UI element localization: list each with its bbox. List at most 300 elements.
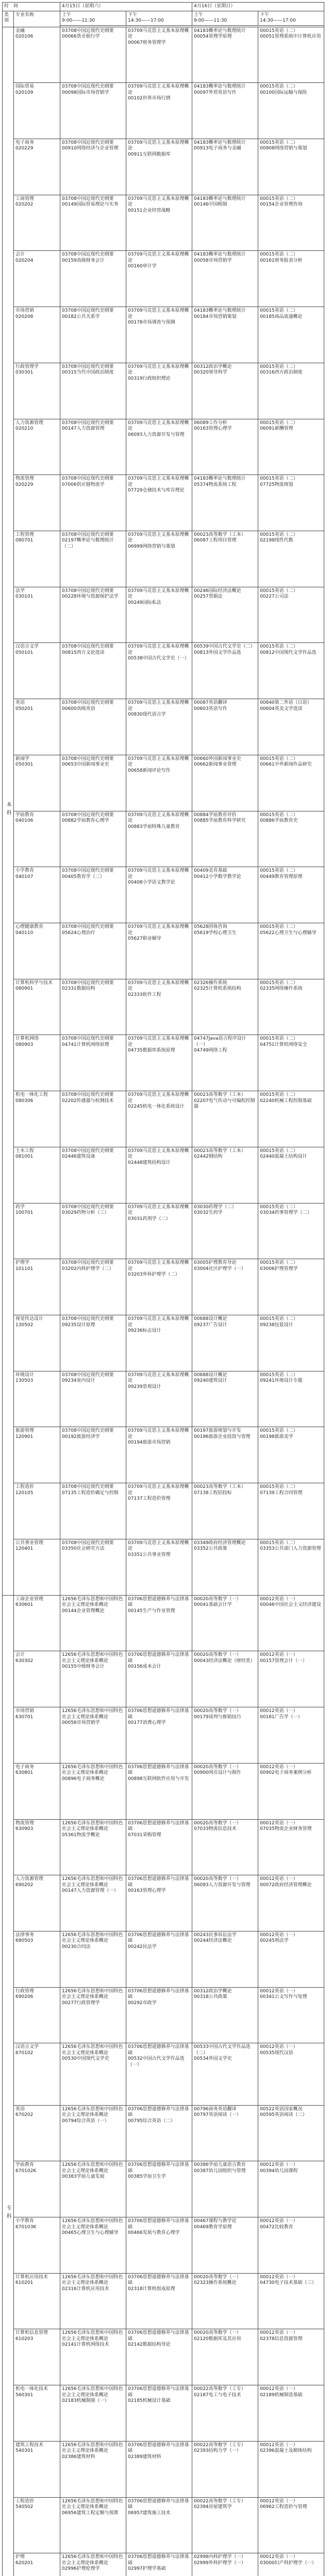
day2-am-cell [192, 867, 258, 923]
day2-pm-cell-line: 00522英语国家概况 [260, 2106, 303, 2112]
day1-pm-cell-line: 03706思想道德修养与法律基础 [128, 2162, 189, 2174]
day1-pm-cell [126, 1483, 192, 1539]
major-cell-line: 电子商务 [15, 140, 35, 145]
major-cell-line: 690206 [15, 1994, 34, 2000]
day2-pm-cell-line: 00394幼儿园课程 [260, 2168, 298, 2174]
day1-pm-cell [126, 1371, 192, 1427]
day2-pm-cell-line: 07139工程合同管理 [260, 1490, 303, 1496]
major-cell-line: 汉语言文学 [15, 2044, 39, 2050]
day2-pm-cell [258, 1091, 324, 1147]
day2-pm-cell [258, 2441, 324, 2497]
table-row [3, 2329, 324, 2385]
day1-pm-cell [126, 1595, 192, 1651]
table-row [3, 1035, 324, 1091]
day1-am-cell [60, 587, 126, 643]
major-cell-line: 视觉传达设计 [15, 1316, 44, 1322]
day1-am-cell [60, 83, 126, 139]
day2-am-cell-line: 02187电工与电子技术 [194, 2392, 241, 2398]
day2-am-cell-line: 00796商务英语翻译 [194, 2106, 237, 2112]
day2-pm-cell [258, 1819, 324, 1875]
day2-am-cell-line: 00318公共政策 [194, 1994, 227, 2000]
major-cell [14, 979, 60, 1035]
major-cell-line: 610203 [15, 2336, 34, 2342]
day2-am-cell-line: 00467课程与教学论 [194, 2218, 237, 2224]
day1-pm-cell-line: 09239景观设计 [128, 1384, 161, 1389]
day2-am-cell-line: 00688设计概论 [194, 1372, 227, 1378]
day1-pm-cell [126, 195, 192, 251]
day1-am-cell [60, 1371, 126, 1427]
day1-pm-cell-line: 03709马克思主义基本原理概论 [128, 476, 189, 487]
day2-am-cell [192, 2043, 258, 2105]
day2-am-cell-line: 00386学前儿童语言教育 [194, 2162, 246, 2168]
day2-pm-cell-line: 00015英语（二） [260, 812, 298, 818]
day2-am-cell-line: 00246国际经济法概论 [194, 588, 241, 594]
day1-pm-cell-line: 03709马克思主义基本原理概论 [128, 924, 189, 936]
day1-pm-cell-line: 00408小学语文教学论 [128, 880, 175, 886]
day1-am-cell-line: 00315当代中国政治制度 [62, 370, 114, 376]
day2-pm-cell-line: 00015英语（二） [260, 532, 298, 537]
day1-am-cell [60, 2043, 126, 2105]
day1-pm-cell-line: 03706思想道德修养与法律基础 [128, 1932, 189, 1944]
major-cell-line: 080901 [15, 986, 34, 992]
day1-pm-cell-line: 03709马克思主义基本原理概论 [128, 588, 189, 600]
day2-am-cell-line: 02999外科护理学（一） [194, 2560, 246, 2566]
day2-am-cell-line: 00163管理心理学 [194, 426, 232, 432]
day1-am-cell [60, 643, 126, 699]
day1-pm-cell-line: 03709马克思主义基本原理概论 [128, 1316, 189, 1328]
day2-am-cell-line: 00184市场营销策划 [194, 314, 237, 319]
day2-pm-cell-line: 00015英语（二） [260, 756, 298, 761]
day2-pm-cell-line: 00015英语（二） [260, 868, 298, 874]
day2-am-cell [192, 979, 258, 1035]
major-cell [14, 1707, 60, 1764]
day2-pm-cell [258, 1651, 324, 1707]
table-row [3, 643, 324, 699]
day2-pm-cell-line: 00015英语（二） [260, 588, 298, 594]
major-cell-line: 行政管理学 [15, 364, 39, 369]
day1-am-cell [60, 27, 126, 83]
day1-am-cell-line: 03708中国近现代史纲要 [62, 364, 114, 369]
table-row [3, 2161, 324, 2217]
day2-am-cell-line: 05628团体咨询 [194, 924, 227, 929]
day1-pm-cell [126, 2217, 192, 2274]
day1-pm-cell-line: 00156成本会计 [128, 1664, 161, 1670]
day2-am-cell-line: 00884学前教育评价 [194, 812, 237, 818]
day2-am-cell [192, 2273, 258, 2329]
day2-pm-cell [258, 2217, 324, 2274]
day1-pm-cell-line: 03706思想道德修养与法律基础 [128, 2044, 189, 2056]
day2-pm-cell-line: 05622心理卫生与心理辅导 [260, 930, 317, 936]
table-row [3, 1987, 324, 2043]
day2-am-cell-line: 00539中国古代文学史（二） [194, 644, 255, 650]
table-row [3, 307, 324, 363]
major-cell [14, 27, 60, 83]
major-cell-line: 国际贸易 [15, 84, 35, 90]
table-row [3, 2105, 324, 2161]
day1-am-cell-line: 00600高级英语 [62, 706, 95, 711]
day1-pm-cell-line: 00178市场调查与预测 [128, 320, 175, 326]
day2-pm-cell-line: 00012英语（一） [260, 1596, 298, 1602]
table-row [3, 2385, 324, 2442]
day1-pm-cell [126, 979, 192, 1035]
day2-pm-cell-line: 00449教育管理原理 [260, 874, 303, 879]
day1-am-cell-line: 03708中国近现代史纲要 [62, 644, 114, 650]
table-row [3, 1427, 324, 1483]
day1-pm-cell [126, 867, 192, 923]
day1-am-cell-line: 12656毛泽东思想和中国特色社会主义理论体系概论 [62, 2274, 123, 2286]
day1-am-cell-line: 03708中国近现代史纲要 [62, 1092, 114, 1098]
day2-pm-cell-line: 00012英语（一） [260, 1708, 298, 1714]
day2-am-cell-line: 02323操作系统概论 [194, 2280, 237, 2286]
day1-am-cell [60, 419, 126, 475]
major-cell-line: 630801 [15, 1770, 34, 1776]
day1-pm-cell-line: 00883学前特殊儿童教育 [128, 824, 180, 829]
day2-am-cell-line: 02207电气传动与可编程控制器 [194, 1098, 255, 1110]
day2-am-cell-line: 00020高等数学（一） [194, 1820, 241, 1826]
table-row [3, 1651, 324, 1707]
day1-pm-cell-line: 03709马克思主义基本原理概论 [128, 1372, 189, 1384]
day2-am-cell [192, 1091, 258, 1147]
day1-pm-cell-line: 03709马克思主义基本原理概论 [128, 812, 189, 824]
day2-am-cell-line: 02394房屋建筑学 [194, 2504, 232, 2510]
day1-pm-cell-line: 02185机械设计基础 [128, 2398, 171, 2404]
day1-am-cell-line: 03708中国近现代史纲要 [62, 756, 114, 761]
table-row [3, 1763, 324, 1819]
day2-am-cell-line: 00913电子商务与金融 [194, 146, 241, 151]
day1-am-cell [60, 1259, 126, 1315]
day2-pm-cell [258, 867, 324, 923]
day1-pm-cell-line: 03706思想道德修养与法律基础 [128, 2330, 189, 2342]
major-cell-line: 英语 [15, 2106, 25, 2112]
major-cell-line: 540502 [15, 2504, 34, 2510]
day2-am-cell-line: 04183概率论与数理统计 [194, 140, 246, 145]
day2-pm-cell-line: 00015英语（二） [260, 1484, 298, 1490]
day2-pm-cell-line: 00661中外新闻作品研究 [260, 762, 312, 768]
day2-am-cell [192, 1763, 258, 1819]
day2-am-cell-line: 00660外国新闻事业史 [194, 756, 241, 761]
exam-schedule-table [2, 2, 324, 2576]
day2-am-cell-line: 00054管理学原理 [194, 34, 232, 39]
day1-am-cell-line: 00098国际市场营销学 [62, 90, 109, 95]
major-cell [14, 2273, 60, 2329]
day1-pm-cell-line: 03706思想道德修养与法律基础 [128, 1708, 189, 1720]
major-cell-line: 020109 [15, 90, 34, 95]
day1-pm-cell [126, 2497, 192, 2553]
day2-pm-cell [258, 531, 324, 587]
day1-pm-cell-line: 03706思想道德修养与法律基础 [128, 1652, 189, 1664]
day2-am-cell [192, 1259, 258, 1315]
day2-am-cell [192, 1875, 258, 1931]
table-row [3, 1483, 324, 1539]
day2-pm-cell [258, 2329, 324, 2385]
day2-am-cell [192, 1035, 258, 1091]
table-row [3, 1595, 324, 1651]
major-cell-line: 汉语言文学 [15, 644, 39, 650]
major-cell-line: 610201 [15, 2280, 34, 2286]
day1-pm-cell-line: 00385学前卫生学 [128, 2174, 166, 2180]
day2-am-cell [192, 27, 258, 83]
day1-am-cell [60, 1651, 126, 1707]
day2-pm-cell-line: 00316西方政治制度 [260, 370, 303, 376]
session-label: 下午 14:30——17:00 [258, 11, 324, 25]
table-row [3, 419, 324, 475]
day1-pm-cell-line: 03706思想道德修养与法律基础 [128, 2274, 189, 2286]
day1-am-cell-line: 00192旅游经济学 [62, 1434, 100, 1439]
day1-pm-cell-line: 00538中国古代文学史（一） [128, 656, 189, 662]
major-cell-line: 建筑工程技术 [15, 2442, 44, 2448]
day1-am-cell-line: 12656毛泽东思想和中国特色社会主义理论体系概论 [62, 1708, 123, 1720]
major-cell [14, 531, 60, 587]
day1-am-cell [60, 979, 126, 1035]
day1-pm-cell-line: 03709马克思主义基本原理概论 [128, 364, 189, 376]
day1-am-cell [60, 1595, 126, 1651]
day1-pm-cell [126, 1875, 192, 1931]
major-cell [14, 475, 60, 531]
day1-pm-cell [126, 419, 192, 475]
day1-am-cell-line: 02386建筑材料 [62, 2454, 95, 2460]
major-cell [14, 2497, 60, 2553]
day1-am-cell-line: 12656毛泽东思想和中国特色社会主义理论体系概论 [62, 1596, 123, 1608]
major-cell [14, 643, 60, 699]
day2-am-cell-line: 05374物流系统工程 [194, 482, 237, 487]
day1-am-cell-line: 00815西方文论选读 [62, 650, 105, 655]
day2-pm-cell-line: 00012英语（一） [260, 2386, 298, 2392]
day1-pm-cell-line: 00532中国古代文学作品选（一） [128, 2056, 185, 2067]
day2-pm-cell [258, 2497, 324, 2553]
day1-pm-cell-line: 03709马克思主义基本原理概论 [128, 308, 189, 319]
day2-am-cell-line: 00533中国古代文学作品选（二） [194, 2044, 251, 2056]
day2-pm-cell-line: 00100国际运输与保险 [260, 90, 307, 95]
day2-am-cell-line: 00023高等数学（工本） [194, 532, 246, 537]
category-cell [3, 27, 14, 1595]
day2-am-cell-line: 03030药理学（二） [194, 1204, 237, 1210]
day2-am-cell [192, 699, 258, 755]
day2-am-cell [192, 643, 258, 699]
day1-am-cell-line: 12656毛泽东思想和中国特色社会主义理论体系概论 [62, 2330, 123, 2342]
day2-pm-cell [258, 27, 324, 83]
day1-am-cell-line: 00066货币银行学 [62, 34, 100, 39]
day2-pm-cell-line: 03000妇产科护理学（一） [260, 2560, 317, 2566]
day1-pm-cell-line: 03031药剂学（二） [128, 1216, 171, 1222]
day2-pm-cell-line: 00015英语（二） [260, 924, 298, 929]
day2-pm-cell [258, 195, 324, 251]
day2-label: 4月16日（星期日） [192, 3, 324, 11]
day1-pm-cell-line: 02448建筑结构设计 [128, 1160, 171, 1165]
major-cell [14, 1147, 60, 1203]
day1-pm-cell-line: 07729仓储技术与库存理论 [128, 488, 185, 494]
day2-pm-cell [258, 1427, 324, 1483]
day2-am-cell [192, 2161, 258, 2217]
day1-am-cell [60, 699, 126, 755]
day2-pm-cell-line: 00472比较教育 [260, 2224, 293, 2230]
day1-pm-cell [126, 2553, 192, 2576]
day2-am-cell-line: 00885学前教育科学研究 [194, 818, 246, 824]
day1-am-cell [60, 2329, 126, 2385]
table-row [3, 2553, 324, 2576]
day2-pm-cell-line: 04730电子技术基础（三） [260, 2280, 317, 2286]
major-cell-line: 金融 [15, 28, 25, 33]
day2-am-cell-line: 00662新闻事业管理 [194, 762, 237, 768]
table-row [3, 363, 324, 419]
day1-pm-cell [126, 1091, 192, 1147]
day1-am-cell [60, 2497, 126, 2553]
major-cell-line: 040110 [15, 930, 34, 936]
day2-pm-cell [258, 1483, 324, 1539]
day1-am-cell [60, 1763, 126, 1819]
day1-am-cell-line: 12656毛泽东思想和中国特色社会主义理论体系概论 [62, 1988, 123, 2000]
major-cell [14, 1371, 60, 1427]
day1-am-cell-line: 03708中国近现代史纲要 [62, 308, 114, 314]
major-cell-line: 100701 [15, 1210, 34, 1216]
day2-am-cell-line: 00312政治学概论 [194, 1988, 232, 1994]
day2-pm-cell-line: 00015英语（二） [260, 1316, 298, 1322]
day2-pm-cell [258, 2043, 324, 2105]
day2-pm-cell-line: 00072政府经济管理概论 [260, 1882, 312, 1888]
day2-am-cell-line: 02442钢结构 [194, 1154, 223, 1160]
day1-pm-cell-line: 03709马克思主义基本原理概论 [128, 1204, 189, 1216]
day1-pm-cell [126, 923, 192, 979]
day2-am-cell [192, 83, 258, 139]
day1-pm-cell-line: 00292市政学 [128, 2000, 157, 2006]
table-row [3, 475, 324, 531]
major-cell [14, 363, 60, 419]
day2-am-cell [192, 2553, 258, 2576]
major-cell-line: 工程造价 [15, 2498, 35, 2504]
day2-am-cell [192, 923, 258, 979]
day1-pm-cell-line: 03709马克思主义基本原理概论 [128, 28, 189, 39]
day2-pm-cell [258, 923, 324, 979]
day2-pm-cell [258, 1371, 324, 1427]
day1-pm-cell-line: 00795综合英语（二） [128, 2118, 175, 2124]
day1-pm-cell [126, 1763, 192, 1819]
day2-pm-cell [258, 2273, 324, 2329]
day1-pm-cell [126, 83, 192, 139]
major-cell-line: 120901 [15, 1434, 34, 1439]
table-row [3, 2441, 324, 2497]
day2-pm-cell [258, 1931, 324, 1987]
day1-pm-cell-line: 06093人力资源开发与管理 [128, 432, 185, 437]
day1-pm-cell-line: 03351公共事业管理 [128, 1552, 171, 1557]
day2-pm-cell-line: 00015英语（二） [260, 1204, 298, 1210]
day2-pm-cell-line: 00012英语（一） [260, 2274, 298, 2280]
day1-pm-cell-line: 03706思想道德修养与法律基础 [128, 2442, 189, 2454]
day1-pm-cell-line: 03709马克思主义基本原理概论 [128, 756, 189, 768]
major-cell-line: 旅游管理 [15, 1428, 35, 1434]
day2-pm-cell [258, 83, 324, 139]
major-cell [14, 1203, 60, 1259]
major-cell-line: 计算机网络 [15, 1036, 39, 1042]
day1-pm-cell-line: 03709马克思主义基本原理概论 [128, 700, 189, 711]
major-cell-line: 620201 [15, 2560, 34, 2566]
day1-pm-cell [126, 1147, 192, 1203]
day2-pm-cell [258, 755, 324, 811]
day1-am-cell-line: 02183机械制图（一） [62, 2398, 109, 2404]
day1-am-cell-line: 03708中国近现代史纲要 [62, 980, 114, 986]
table-row [3, 811, 324, 867]
day1-pm-cell-line: 03709马克思主义基本原理概论 [128, 644, 189, 655]
day1-pm-cell-line: 03709马克思主义基本原理概论 [128, 868, 189, 879]
day2-pm-cell-line: 00015英语（二） [260, 1092, 298, 1098]
day1-am-cell-line: 03708中国近现代史纲要 [62, 1316, 114, 1322]
day2-am-cell-line: 00087英语翻译 [194, 700, 227, 706]
major-cell-line: 130503 [15, 1378, 34, 1384]
day2-pm-cell-line: 00012英语（一） [260, 1820, 298, 1826]
day2-pm-cell [258, 363, 324, 419]
day2-pm-cell [258, 307, 324, 363]
day1-pm-cell-line: 00177消费心理学 [128, 1720, 166, 1726]
day1-am-cell [60, 1203, 126, 1259]
day1-pm-cell-line: 07137工程造价管理 [128, 1496, 171, 1502]
day2-am-cell-line: 06089工作分析 [194, 420, 227, 426]
category-cell [3, 1595, 14, 2576]
major-cell-line: 法学 [15, 588, 25, 594]
major-cell-line: 护理学 [15, 1260, 30, 1266]
day2-am-cell-line: 00900网页设计与制作 [194, 1770, 241, 1776]
day1-am-cell-line: 03708中国近现代史纲要 [62, 1204, 114, 1210]
day2-am-cell-line: 04749网络工程 [194, 1048, 227, 1054]
day1-am-cell-line: 02331数据结构 [62, 986, 95, 992]
day2-am-cell-line: 00146中国税制 [194, 202, 227, 208]
day2-am-cell [192, 2329, 258, 2385]
day2-am-cell-line: 00243民事诉讼法学 [194, 1932, 237, 1938]
major-cell [14, 923, 60, 979]
day1-am-cell-line: 03350社会研究方法 [62, 1546, 105, 1552]
day1-am-cell-line: 07006供应链物流学 [62, 482, 105, 487]
major-cell [14, 1987, 60, 2043]
day1-pm-cell-line: 09236标志设计 [128, 1328, 161, 1334]
table-row [3, 1147, 324, 1203]
day2-am-cell-line: 00020高等数学（一） [194, 1764, 241, 1770]
day1-am-cell-line: 03708中国近现代史纲要 [62, 1484, 114, 1490]
day2-pm-cell [258, 1315, 324, 1371]
day1-am-cell-line: 00228环境与资源保护法学 [62, 594, 119, 600]
day1-pm-cell [126, 2385, 192, 2442]
day2-pm-cell-line: 00012英语（一） [260, 1988, 298, 1994]
day1-pm-cell-line: 00160审计学 [128, 264, 157, 269]
day1-am-cell-line: 03708中国近现代史纲要 [62, 420, 114, 426]
day2-am-cell-line: 04183概率论与数理统计 [194, 476, 246, 482]
day2-am-cell [192, 2497, 258, 2553]
day2-pm-cell-line: 03353公共部门人力资源管理 [260, 1546, 321, 1552]
major-cell [14, 587, 60, 643]
day1-pm-cell-line: 03709马克思主义基本原理概论 [128, 1092, 189, 1104]
day1-am-cell [60, 1427, 126, 1483]
day1-am-cell-line: 02446建筑设备 [62, 1154, 95, 1160]
table-row [3, 1259, 324, 1315]
day2-pm-cell-line: 00604英美文学选读 [260, 706, 303, 711]
day2-am-cell-line: 03032生药学 [194, 1210, 223, 1216]
major-cell-line: 080701 [15, 538, 34, 544]
day2-pm-cell-line: 00181广告学（一） [260, 1714, 303, 1720]
day2-am-cell [192, 1203, 258, 1259]
day2-pm-cell-line: 00012英语（一） [260, 2044, 298, 2050]
day1-pm-cell [126, 1931, 192, 1987]
day1-am-cell-line: 00277行政管理学 [62, 2000, 100, 2006]
day2-pm-cell [258, 1987, 324, 2043]
day2-pm-cell-line: 00015英语（二） [260, 476, 298, 482]
day1-pm-cell [126, 811, 192, 867]
day1-am-cell-line: 00147人力资源管理 [62, 426, 105, 432]
day1-am-cell [60, 1875, 126, 1931]
day2-am-cell-line: 02998内科护理学（一） [194, 2554, 246, 2560]
day2-am-cell-line: 02326操作系统 [194, 980, 227, 986]
day2-pm-cell-line: 07725物流规划 [260, 482, 293, 487]
major-cell [14, 1931, 60, 1987]
table-row [3, 1371, 324, 1427]
day2-am-cell [192, 1931, 258, 1987]
major-cell-line: 学前教育 [15, 812, 35, 818]
day1-pm-cell-line: 03709马克思主义基本原理概论 [128, 84, 189, 95]
